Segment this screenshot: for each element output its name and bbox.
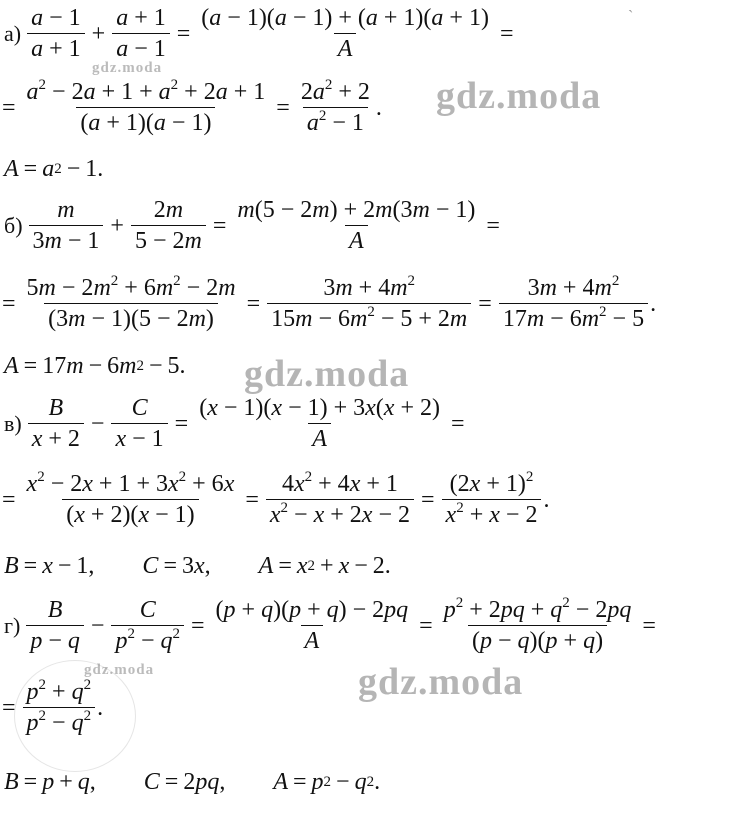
watermark-large: gdz.moda xyxy=(244,353,410,395)
fraction: $\frac{4x^2 + 4x + 1}{x^2 - x + 2x - 2}$ xyxy=(266,472,414,527)
part-v-result: B = x − 1, C = 3 x , A = x 2 + x − 2. xyxy=(4,553,391,579)
fraction: $\frac{p^2 + q^2}{p^2 - q^2}$ xyxy=(23,680,96,735)
fraction: $\frac{2a^2 + 2}{a^2 - 1}$ xyxy=(300,77,370,136)
part-a-label: а) xyxy=(4,20,22,46)
watermark-small: gdz.moda xyxy=(92,60,163,76)
fraction: $\frac{3m + 4m^2}{17m - 6m^2 - 5}$ xyxy=(499,276,648,331)
stray-mark: ` xyxy=(628,8,634,25)
part-b-result: A = 17 m − 6 m 2 − 5. xyxy=(4,353,186,379)
part-a-line-1: а) $\frac{a - 1}{a + 1}$ + $\frac{a + 1}{a - 1}$ = $\frac{(a - 1)(a - 1) + (a + 1)(a + 1)}{A}$ = xyxy=(4,5,514,62)
fraction: $\frac{(a - 1)(a - 1) + (a + 1)(a + 1)}{A}$ xyxy=(201,5,489,62)
watermark-large: gdz.moda xyxy=(436,75,602,117)
fraction: $\frac{C}{p^2 - q^2}$ xyxy=(111,598,184,653)
fraction: $\frac{(x - 1)(x - 1) + 3x(x + 2)}{A}$ xyxy=(199,395,440,452)
fraction: $\frac{a^2 - 2a + 1 + a^2 + 2a + 1}{(a + 1)(a - 1)}$ xyxy=(26,77,266,136)
watermark-small: gdz.moda xyxy=(84,662,155,678)
part-v-line-1: в) $\frac{B}{x + 2}$ − $\frac{C}{x - 1}$ = $\frac{(x - 1)(x - 1) + 3x(x + 2)}{A}$ = xyxy=(4,395,465,452)
part-g-line-1: г) $\frac{B}{p - q}$ − $\frac{C}{p^2 - q^2}$ = $\frac{(p + q)(p + q) - 2pq}{A}$ = $\frac{p^2 + 2pq + q^2 - 2pq}{(p - q)(p + q)}$ = xyxy=(4,595,656,654)
part-a-line-2: = $\frac{a^2 - 2a + 1 + a^2 + 2a + 1}{(a + 1)(a - 1)}$ = $\frac{2a^2 + 2}{a^2 - 1}$ . xyxy=(2,77,382,136)
part-g-line-2: = $\frac{p^2 + q^2}{p^2 - q^2}$ . xyxy=(2,677,104,736)
fraction: $\frac{a + 1}{a - 1}$ xyxy=(112,6,170,61)
fraction: $\frac{B}{p - q}$ xyxy=(26,598,84,653)
fraction: $\frac{m}{3m - 1}$ xyxy=(29,198,104,253)
fraction: $\frac{B}{x + 2}$ xyxy=(28,396,84,451)
fraction: $\frac{3m + 4m^2}{15m - 6m^2 - 5 + 2m}$ xyxy=(267,276,471,331)
part-a-result: A = a 2 − 1. xyxy=(4,156,104,182)
part-b-line-2: = $\frac{5m - 2m^2 + 6m^2 - 2m}{(3m - 1)(5 - 2m)}$ = $\frac{3m + 4m^2}{15m - 6m^2 - 5 + 2m}$ = $\frac{3m + 4m^2}{17m - 6m^2 - 5}$ . xyxy=(2,273,657,332)
part-v-line-2: = $\frac{x^2 - 2x + 1 + 3x^2 + 6x}{(x + 2)(x - 1)}$ = $\frac{4x^2 + 4x + 1}{x^2 - x + 2x - 2}$ = $\frac{(2x + 1)^2}{x^2 + x - 2}$ . xyxy=(2,469,550,528)
fraction: $\frac{m(5 - 2m) + 2m(3m - 1)}{A}$ xyxy=(237,197,476,254)
fraction: $\frac{x^2 - 2x + 1 + 3x^2 + 6x}{(x + 2)(x - 1)}$ xyxy=(26,469,235,528)
part-b-label: б) xyxy=(4,212,23,238)
fraction: $\frac{5m - 2m^2 + 6m^2 - 2m}{(3m - 1)(5 - 2m)}$ xyxy=(26,273,236,332)
part-g-result: B = p + q , C = 2 pq , A = p 2 − q 2 . xyxy=(4,769,381,795)
fraction: $\frac{(2x + 1)^2}{x^2 + x - 2}$ xyxy=(442,472,542,527)
part-v-label: в) xyxy=(4,410,22,436)
watermark-large: gdz.moda xyxy=(358,661,524,703)
fraction: $\frac{(p + q)(p + q) - 2pq}{A}$ xyxy=(215,597,409,654)
fraction: $\frac{a - 1}{a + 1}$ xyxy=(27,6,85,61)
fraction: $\frac{2m}{5 - 2m}$ xyxy=(131,198,206,253)
fraction: $\frac{p^2 + 2pq + q^2 - 2pq}{(p - q)(p + q)}$ xyxy=(443,595,632,654)
part-g-label: г) xyxy=(4,612,21,638)
part-b-line-1: б) $\frac{m}{3m - 1}$ + $\frac{2m}{5 - 2m}$ = $\frac{m(5 - 2m) + 2m(3m - 1)}{A}$ = xyxy=(4,197,500,254)
fraction: $\frac{C}{x - 1}$ xyxy=(111,396,167,451)
